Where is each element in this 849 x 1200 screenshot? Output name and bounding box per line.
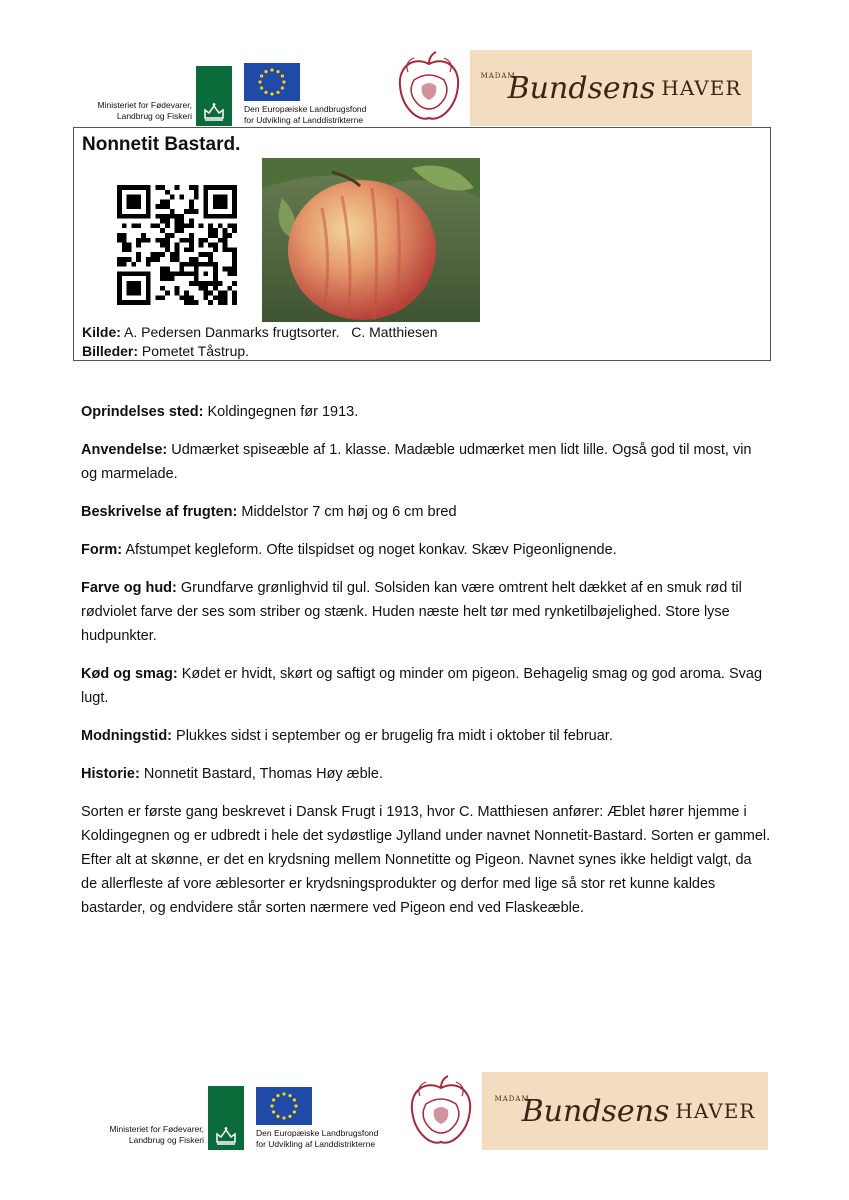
section-ripening [81, 724, 771, 748]
header-logos [84, 50, 752, 126]
brand-haver: HAVER [675, 1099, 756, 1123]
ministry-logo [196, 66, 232, 126]
kilde-label: Kilde: [82, 324, 121, 340]
brand-script: Bundsens [521, 1093, 670, 1129]
brand-madam: MADAM [480, 72, 516, 80]
crown-icon [215, 1126, 237, 1146]
section-text: Afstumpet kegleform. Ofte tilspidset og noget konkav. Skæv Pigeonlignende. [122, 542, 617, 558]
brand-logo [482, 1072, 768, 1150]
billeder-label: Billeder: [82, 343, 139, 359]
section-history [81, 762, 771, 786]
section-flesh-taste [81, 662, 771, 710]
section-text: Nonnetit Bastard, Thomas Høy æble. [139, 766, 383, 782]
apple-photo [262, 158, 480, 322]
brand-logo [470, 50, 752, 126]
section-text: Plukkes sidst i september og er brugelig fra midt i oktober til februar. [172, 728, 613, 744]
section-text: Middelstor 7 cm høj og 6 cm bred [237, 504, 457, 520]
history-paragraph: Sorten er første gang beskrevet i Dansk Frugt i 1913, hvor C. Matthiesen anfører: Æblet hører hjemme i Koldingegnen og er udbredt i hele det sydøstlige Jylland under navnet Nonnetit-Bastard. Sorten er gammel. Efter alt at skønne, er det en krydsning mellem Nonnetitte og Pigeon. Navnet synes ikke heldigt valgt, da de allerfleste af vore æblesorter er krydsningsprodukter og derfor med lige så stor ret kunne kaldes bastarder, og endvidere står sorten nærmere ved Pigeon end ved Flaskeæble. [81, 804, 771, 916]
section-text: Kødet er hvidt, skørt og saftigt og minder om pigeon. Behagelig smag og god aroma. Svag lugt. [81, 666, 763, 706]
brand-haver: HAVER [661, 76, 742, 100]
eu-logo [256, 1087, 396, 1150]
eu-flag-icon [244, 63, 300, 101]
section-label: Kød og smag: [81, 666, 178, 682]
variety-card [73, 127, 771, 361]
footer-logos [96, 1070, 768, 1150]
brand-script: Bundsens [507, 70, 656, 106]
section-label: Farve og hud: [81, 580, 177, 596]
eu-flag-icon [256, 1087, 312, 1125]
ministry-logo [208, 1086, 244, 1150]
apple-emblem-icon [394, 50, 464, 126]
section-color-skin [81, 576, 771, 648]
description-body [81, 400, 771, 934]
qr-code [117, 185, 237, 305]
section-text: Koldingegnen før 1913. [203, 404, 359, 420]
kilde-value: A. Pedersen Danmarks frugtsorter. C. Matthiesen [120, 324, 438, 340]
eu-text: Den Europæiske Landbrugsfond for Udvikling af Landdistrikterne [256, 1128, 379, 1149]
billeder-value: Pometet Tåstrup. [138, 343, 250, 359]
section-origin [81, 400, 771, 424]
ministry-text: Ministeriet for Fødevarer, Landbrug og Fiskeri [109, 1124, 204, 1145]
section-text: Udmærket spiseæble af 1. klasse. Madæble udmærket men lidt lille. Også god til most, vin og marmelade. [81, 442, 752, 482]
source-line [82, 323, 438, 341]
section-text: Grundfarve grønlighvid til gul. Solsiden kan være omtrent helt dækket af en smuk rød til rødviolet farve der ses som striber og stænk. Huden næste helt tør med rynketilbøjelighed. Store lyse hudpunkter. [81, 580, 742, 644]
section-label: Anvendelse: [81, 442, 168, 458]
apple-emblem-icon [406, 1074, 476, 1150]
ministry-text: Ministeriet for Fødevarer, Landbrug og Fiskeri [97, 100, 192, 121]
section-usage [81, 438, 771, 486]
section-label: Beskrivelse af frugten: [81, 504, 238, 520]
eu-logo [244, 63, 384, 126]
section-fruit-description [81, 500, 771, 524]
images-line [82, 342, 249, 360]
section-label: Historie: [81, 766, 140, 782]
brand-madam: MADAM [494, 1095, 530, 1103]
section-label: Form: [81, 542, 123, 558]
eu-text: Den Europæiske Landbrugsfond for Udvikling af Landdistrikterne [244, 104, 367, 125]
crown-icon [203, 102, 225, 122]
section-shape [81, 538, 771, 562]
page-title: Nonnetit Bastard. [82, 134, 241, 155]
section-label: Oprindelses sted: [81, 404, 204, 420]
section-label: Modningstid: [81, 728, 173, 744]
